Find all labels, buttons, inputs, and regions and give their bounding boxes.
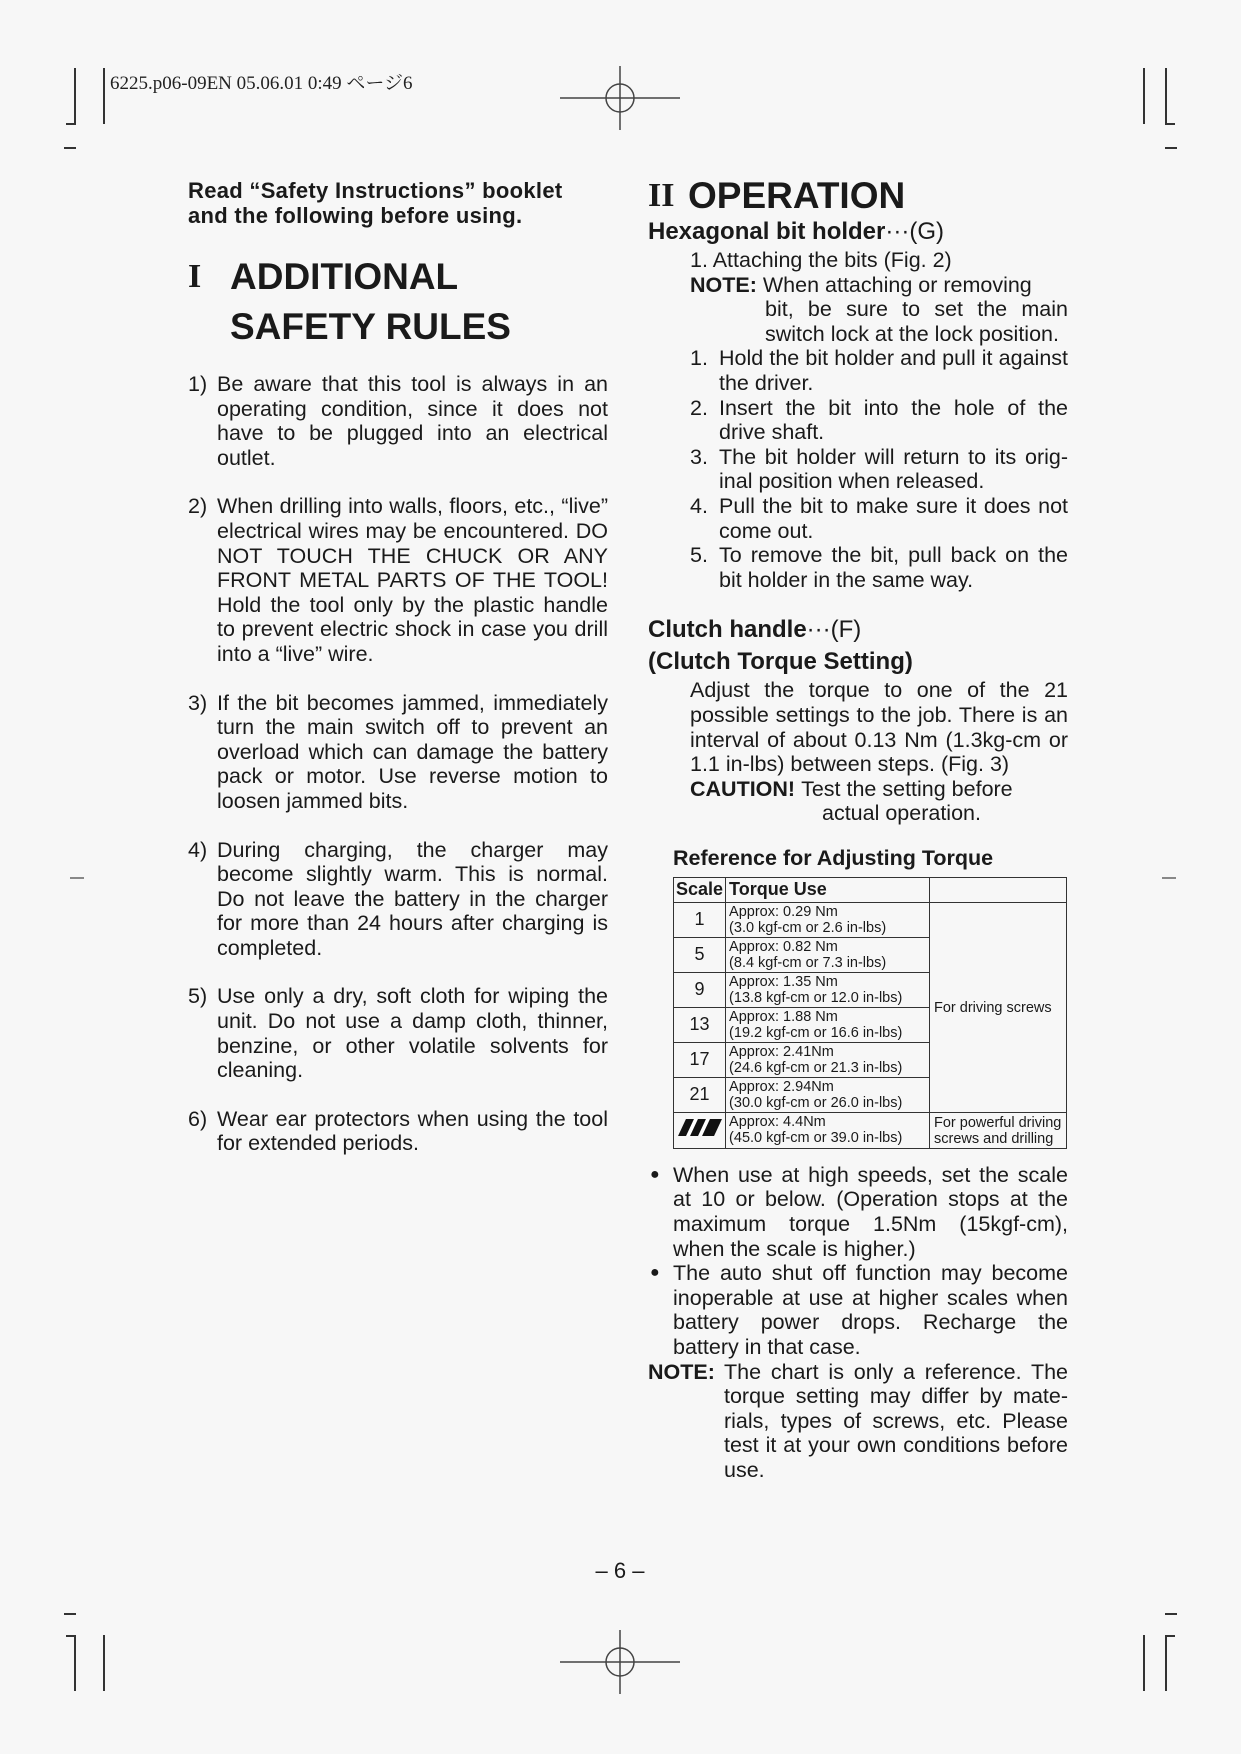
rule-text: Wear ear protectors when using the tool for extended periods. (217, 1106, 608, 1156)
table-row (674, 902, 1067, 937)
table-row (674, 1112, 1067, 1148)
scale-cell: 21 (674, 1077, 726, 1112)
steps-list (690, 346, 1068, 592)
heading-ref: ···(F) (806, 616, 862, 644)
list-item (690, 396, 1068, 445)
crop-mark (74, 68, 76, 124)
registration-target-icon (560, 1630, 680, 1694)
heading-ref: ···(G) (885, 218, 945, 245)
section-heading (230, 252, 511, 352)
list-item (690, 346, 1068, 395)
crop-mark (1143, 1635, 1145, 1691)
step-number: 2. (690, 395, 708, 420)
crop-mark (1143, 68, 1145, 124)
crop-mark (1165, 1635, 1175, 1637)
print-slug: 6225.p06-09EN 05.06.01 0:49 ページ6 (110, 73, 413, 94)
step-number: 5. (690, 543, 708, 568)
scale-cell: 17 (674, 1042, 726, 1077)
section-title-operation (648, 176, 1068, 216)
list-item (650, 1261, 1068, 1359)
note-label: NOTE: (690, 272, 757, 297)
step-number: 1. (690, 346, 708, 371)
col-use (930, 877, 1067, 902)
rule-number: 4) (188, 837, 208, 862)
rule-number: 1) (188, 372, 208, 396)
crop-mark (1165, 147, 1177, 149)
torque-cell (726, 902, 930, 937)
col-use-label: Use (793, 879, 827, 900)
bullets-list (648, 1163, 1068, 1360)
rule-number: 5) (188, 984, 208, 1009)
note-text-cont: bit, be sure to set the main switch lock at the lock position. (765, 297, 1068, 346)
crop-mark (74, 1635, 76, 1691)
rule-text: During charging, the charger may become slightly warm. This is normal. Do not leave the battery in the charger for more than 24 hours after charging is completed. (217, 837, 608, 960)
crop-mark (1165, 1635, 1167, 1691)
crop-mark (1165, 123, 1175, 125)
torque-table (673, 877, 1067, 1149)
intro-text: Read “Safety Instructions” booklet and the following before using. (188, 178, 563, 228)
torque-cell (726, 937, 930, 972)
crop-mark (103, 1635, 105, 1691)
torque-approx: Approx: 0.82 Nm (729, 938, 838, 955)
caution-text-cont: actual operation. (822, 801, 981, 826)
crop-mark (103, 68, 105, 124)
torque-units: (3.0 kgf-cm or 2.6 in-lbs) (729, 919, 887, 936)
section-title-safety (188, 252, 608, 352)
final-note (648, 1360, 1068, 1483)
scale-cell: 13 (674, 1007, 726, 1042)
caution-label: CAUTION! (690, 776, 796, 801)
crop-mark (66, 123, 76, 125)
torque-approx: Approx: 4.4Nm (729, 1114, 826, 1131)
bullet-icon: ● (650, 1165, 660, 1183)
note (690, 273, 1068, 298)
crop-mark (64, 147, 76, 149)
heading-line: ADDITIONAL (230, 256, 459, 297)
torque-units: (30.0 kgf-cm or 26.0 in-lbs) (729, 1094, 903, 1111)
caution (690, 777, 1068, 802)
crop-mark (1165, 68, 1167, 124)
list-item (188, 691, 608, 814)
section-numeral: II (648, 177, 675, 214)
scale-cell (674, 1112, 726, 1148)
drill-mode-icon (678, 1119, 722, 1136)
bullet-text: When use at high speeds, set the scale at 10 or below. (Operation stops at the maximum torque 1.5Nm (15kgf-cm), when the scale is higher.) (673, 1162, 1068, 1261)
note-label: NOTE: (648, 1359, 715, 1384)
step-text: Insert the bit into the hole of the drive shaft. (719, 395, 1068, 445)
caution-text: Test the setting before (801, 776, 1013, 801)
heading-text: Hexagonal bit holder (648, 218, 886, 245)
torque-units: (45.0 kgf-cm or 39.0 in-lbs) (729, 1130, 903, 1147)
torque-approx: Approx: 2.94Nm (729, 1078, 834, 1095)
section-heading: OPERATION (688, 175, 906, 216)
scale-cell: 1 (674, 902, 726, 937)
list-item (188, 984, 608, 1082)
torque-units: (24.6 kgf-cm or 21.3 in-lbs) (729, 1059, 903, 1076)
list-item (690, 445, 1068, 494)
rule-number: 2) (188, 494, 208, 519)
right-column (648, 176, 1068, 1483)
list-item (690, 543, 1068, 592)
torque-cell (726, 1112, 930, 1148)
list-item (188, 1107, 608, 1156)
torque-units: (19.2 kgf-cm or 16.6 in-lbs) (729, 1024, 903, 1041)
note-text: The chart is only a reference. The torque setting may differ by mate-rials, types of screws, etc. Please test it at your own conditions before use. (724, 1359, 1068, 1482)
torque-approx: Approx: 1.35 Nm (729, 973, 838, 990)
torque-cell (726, 1007, 930, 1042)
crop-mark (64, 1613, 76, 1615)
step-number: 3. (690, 444, 708, 469)
heading-text: Clutch handle (648, 616, 807, 644)
registration-target-icon (560, 66, 680, 130)
rule-text: Use only a dry, soft cloth for wiping the unit. Do not use a damp cloth, thinner, benzine, or other volatile solvents for cleaning. (217, 984, 608, 1083)
scale-cell: 5 (674, 937, 726, 972)
torque-units: (13.8 kgf-cm or 12.0 in-lbs) (729, 989, 903, 1006)
scale-cell: 9 (674, 972, 726, 1007)
crop-mark (1165, 1613, 1177, 1615)
step-text: Hold the bit holder and pull it against the driver. (719, 346, 1068, 395)
list-item (650, 1163, 1068, 1261)
torque-cell (726, 1077, 930, 1112)
list-item (690, 494, 1068, 543)
left-column (188, 176, 608, 1180)
torque-approx: Approx: 1.88 Nm (729, 1008, 838, 1025)
bullet-text: The auto shut off function may become inoperable at use at higher scales when battery power drops. Recharge the battery in that case. (673, 1261, 1068, 1360)
bullet-icon: ● (650, 1264, 660, 1282)
rule-text: When drilling into walls, floors, etc., “live” electrical wires may be encountered. DO NOT TOUCH THE CHUCK OR ANY FRONT METAL PARTS OF THE TOOL! Hold the tool only by the plastic handle to prevent electric shock in case you drill into a “live” wire. (217, 494, 608, 666)
table-title: Reference for Adjusting Torque (673, 845, 994, 870)
page-number: – 6 – (595, 1558, 645, 1583)
torque-approx: Approx: 2.41Nm (729, 1043, 834, 1060)
torque-cell (726, 972, 930, 1007)
attach-line: 1. Attaching the bits (Fig. 2) (690, 248, 952, 272)
clutch-section (690, 678, 1068, 826)
rule-text: If the bit becomes jammed, immediately turn the main switch off to prevent an overload which can damage the battery pack or motor. Use reverse motion to loosen jammed bits. (217, 690, 608, 813)
note-text: When attaching or removing (762, 272, 1032, 297)
use-cell: For powerful driving screws and drilling (930, 1112, 1067, 1148)
clutch-subheading: (Clutch Torque Setting) (648, 648, 913, 676)
rule-number: 3) (188, 690, 208, 715)
crop-mark (1162, 877, 1176, 879)
heading-line: SAFETY RULES (230, 306, 511, 347)
col-scale: Scale (674, 877, 726, 902)
col-torque-label: Torque (729, 879, 789, 900)
step-text: Pull the bit to make sure it does not come out. (719, 493, 1068, 543)
torque-cell (726, 1042, 930, 1077)
step-text: The bit holder will return to its orig-inal position when released. (719, 444, 1068, 494)
torque-units: (8.4 kgf-cm or 7.3 in-lbs) (729, 954, 887, 971)
list-item (188, 494, 608, 666)
clutch-handle-heading (648, 614, 1068, 646)
col-torque (726, 877, 930, 902)
crop-mark (70, 877, 84, 879)
attach-section (690, 248, 1068, 592)
hex-bit-holder-heading (648, 216, 1068, 248)
step-text: To remove the bit, pull back on the bit holder in the same way. (719, 543, 1068, 592)
rule-number: 6) (188, 1106, 208, 1131)
step-number: 4. (690, 493, 708, 518)
rule-text: Be aware that this tool is always in an operating condition, since it does not have to be plugged into an electrical outlet. (217, 372, 608, 470)
use-cell: For driving screws (930, 902, 1067, 1112)
safety-rules-list (188, 372, 608, 1156)
clutch-text: Adjust the torque to one of the 21 possible settings to the job. There is an interval of about 0.13 Nm (1.3kg-cm or 1.1 in-lbs) between steps. (Fig. 3) (690, 678, 1068, 777)
section-numeral: I (188, 258, 202, 295)
table-header-row (674, 877, 1067, 902)
list-item (188, 838, 608, 961)
list-item (188, 372, 608, 470)
torque-approx: Approx: 0.29 Nm (729, 903, 838, 920)
